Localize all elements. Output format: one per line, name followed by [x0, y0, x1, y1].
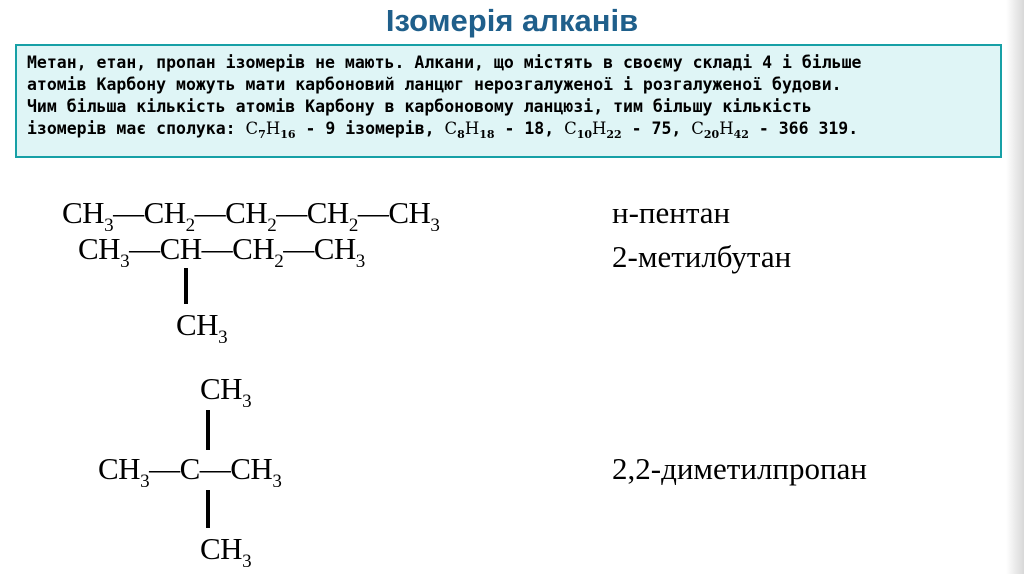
dimethylpropane-top-bond — [206, 410, 210, 450]
formula-c20h42-count: - 366 319. — [748, 119, 859, 138]
intro-line-4 — [27, 118, 990, 140]
formula-c8h18: $C_8H_{18}$ — [444, 119, 495, 141]
formula-c7h16-count: - 9 ізомерів, — [295, 119, 445, 138]
intro-line-4-prefix: ізомерів має сполука: — [27, 119, 246, 138]
formula-c10h22: $C_{10}H_{22}$ — [564, 119, 622, 141]
slide-title: Ізомерія алканів — [385, 3, 639, 38]
dimethylpropane-chain: $CH_3—C—CH_3$ — [98, 451, 282, 492]
intro-line-2: атомів Карбону можуть мати карбоновий ланцюг нерозгалуженої і розгалуженої будови. — [27, 75, 842, 94]
slide-edge-shadow — [1006, 0, 1024, 574]
intro-text-box — [15, 44, 1002, 158]
methylbutane-formula: $CH_3—CH—CH_2—CH_3$ — [78, 231, 365, 272]
intro-line-1: Метан, етан, пропан ізомерів не мають. Алкани, що містять в своєму складі 4 і більше — [27, 53, 862, 72]
formula-c7h16: $C_7H_{16}$ — [245, 119, 296, 141]
formula-c20h42: $C_{20}H_{42}$ — [691, 119, 749, 141]
formula-c8h18-count: - 18, — [494, 119, 565, 138]
methylbutane-branch: $CH_3$ — [176, 307, 228, 348]
formula-c10h22-count: - 75, — [621, 119, 692, 138]
dimethylpropane-bottom: $CH_3$ — [200, 531, 252, 572]
pentane-formula: $CH_3—CH_2—CH_2—CH_2—CH_3$ — [62, 195, 440, 236]
intro-line-3: Чим більша кількість атомів Карбону в карбоновому ланцюзі, тим більшу кількість — [27, 97, 812, 116]
dimethylpropane-name: 2,2-диметилпропан — [612, 451, 867, 486]
pentane-name: н-пентан — [612, 195, 731, 230]
dimethylpropane-bottom-bond — [206, 490, 210, 528]
methylbutane-name: 2-метилбутан — [612, 239, 792, 274]
methylbutane-branch-bond — [184, 268, 188, 304]
dimethylpropane-top: $CH_3$ — [200, 371, 252, 412]
